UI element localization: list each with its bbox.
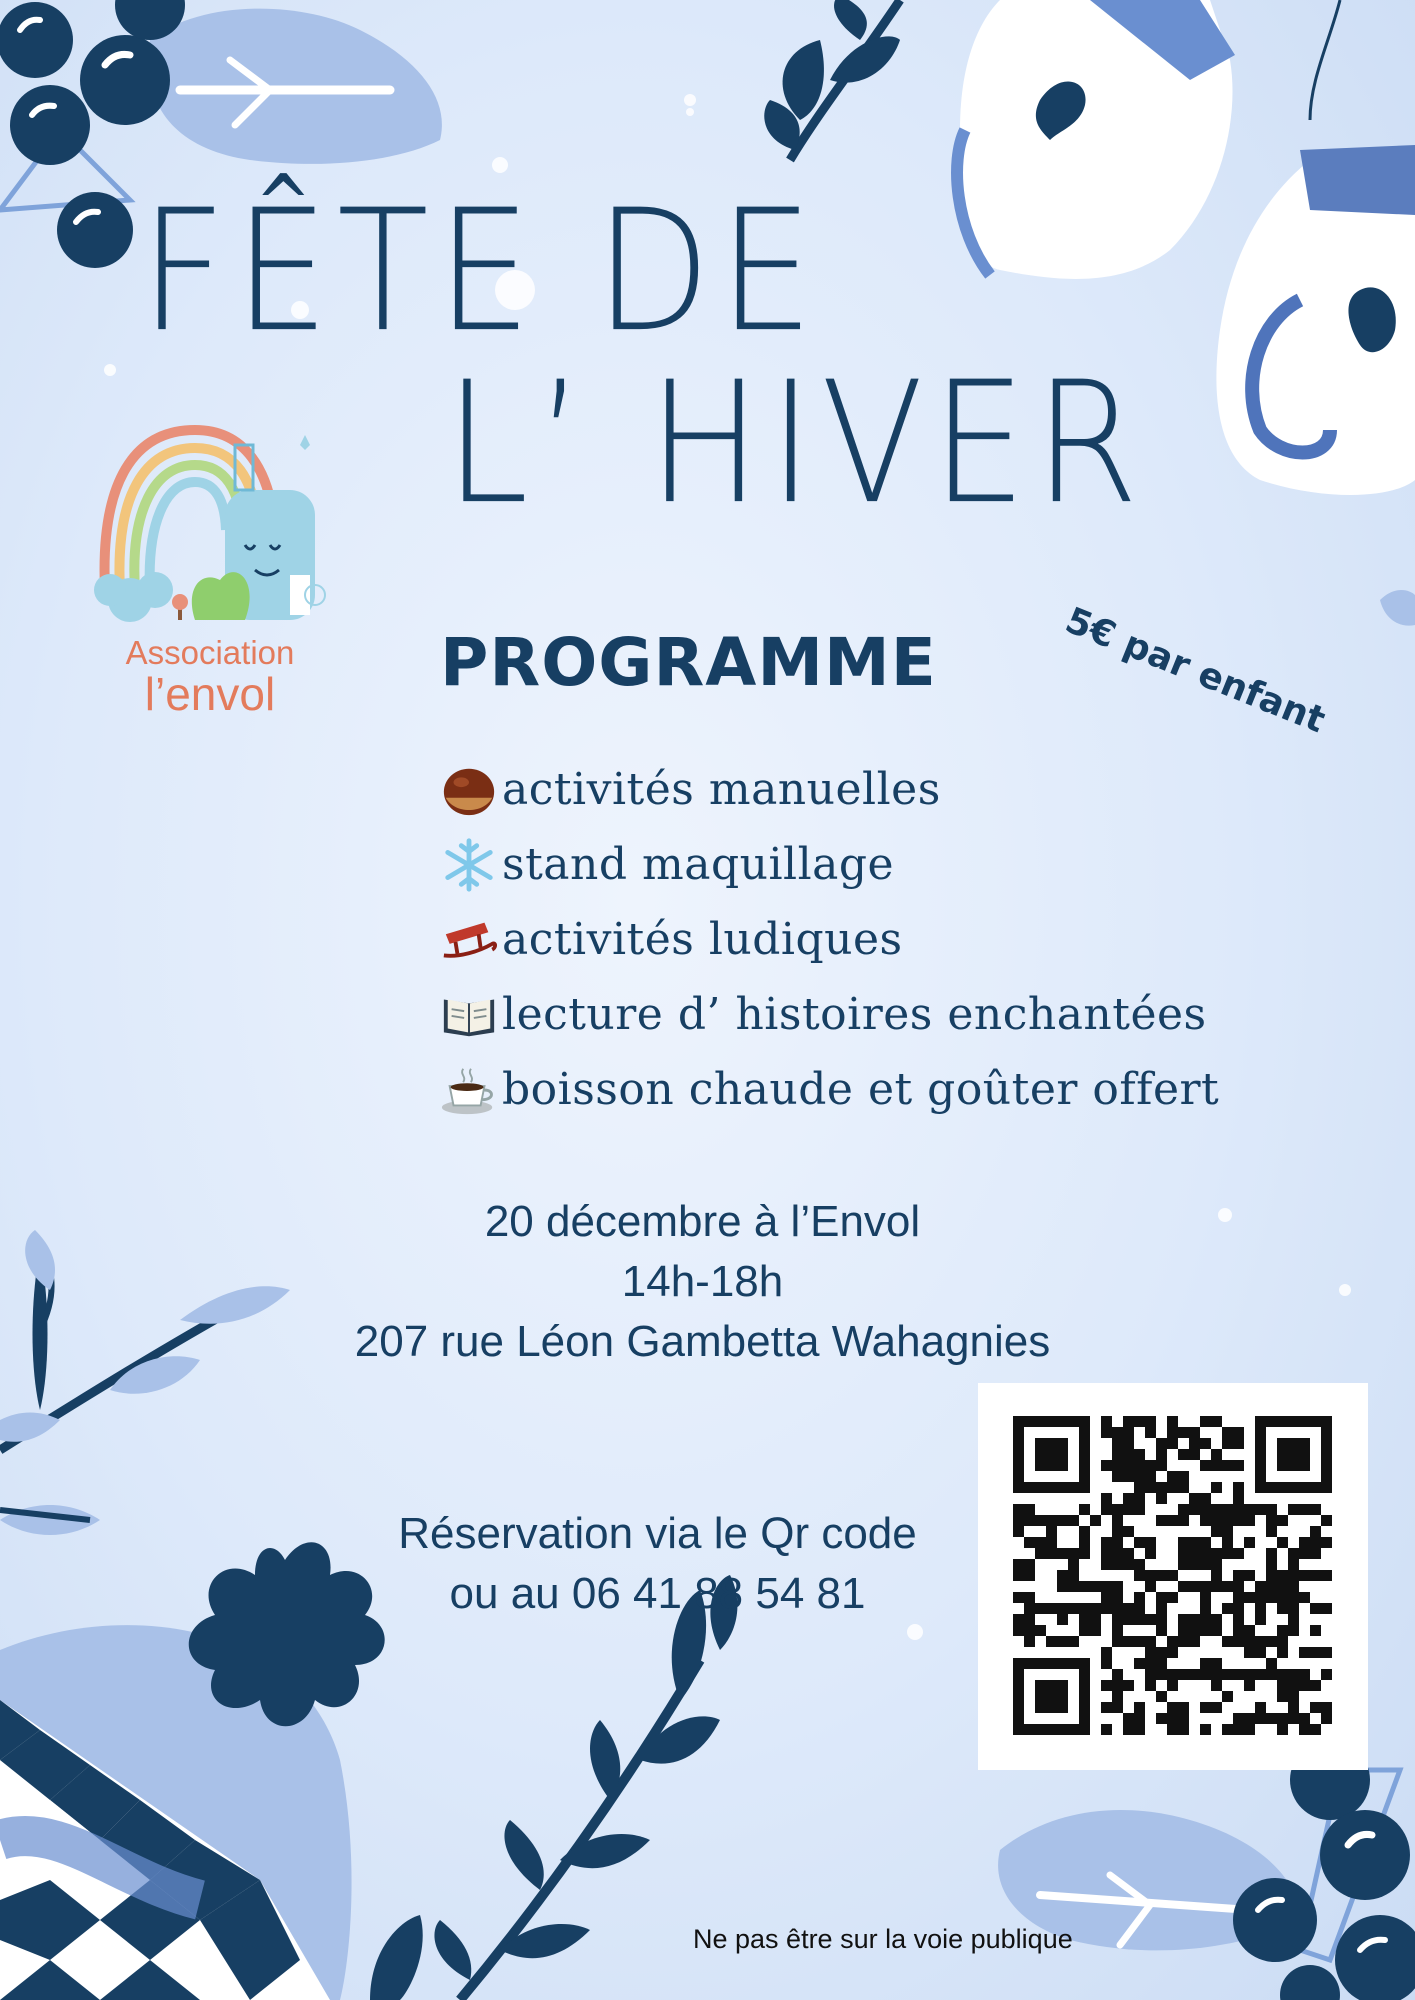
qr-code[interactable] bbox=[978, 1383, 1368, 1770]
event-time: 14h-18h bbox=[621, 1257, 784, 1306]
qr-code-pattern bbox=[978, 1383, 1368, 1770]
holly-bottom-right bbox=[998, 1740, 1415, 2000]
hot-drink-icon bbox=[440, 1061, 498, 1119]
event-address: 207 rue Léon Gambetta Wahagnies bbox=[354, 1317, 1051, 1366]
snowflake-icon bbox=[440, 836, 498, 894]
title-line-2: L’ HIVER bbox=[445, 346, 1147, 542]
beanie-hat bbox=[0, 1542, 385, 2000]
branch-top bbox=[764, 0, 900, 160]
list-item bbox=[440, 977, 1219, 1052]
programme-item-text: activités manuelles bbox=[502, 764, 941, 815]
reservation-line-2: ou au 06 41 88 54 81 bbox=[449, 1569, 866, 1618]
programme-item-text: lecture d’ histoires enchantées bbox=[502, 989, 1207, 1040]
programme-item-text: boisson chaude et goûter offert bbox=[502, 1064, 1220, 1115]
qr-finder bbox=[1019, 1422, 1085, 1488]
branch-bottom bbox=[370, 1575, 737, 2000]
chestnut-icon bbox=[440, 761, 498, 819]
open-book-icon bbox=[440, 986, 498, 1044]
association-logo bbox=[85, 420, 335, 720]
sled-icon bbox=[440, 911, 498, 969]
footer-note: Ne pas être sur la voie publique bbox=[693, 1924, 1073, 1954]
logo-illustration bbox=[85, 420, 335, 630]
branch-left bbox=[0, 1230, 290, 1535]
event-date: 20 décembre à l’Envol bbox=[484, 1197, 921, 1246]
qr-finder bbox=[1019, 1664, 1085, 1730]
list-item bbox=[440, 1052, 1219, 1127]
qr-finder bbox=[1261, 1422, 1327, 1488]
logo-text-association: Association bbox=[125, 634, 295, 671]
programme-item-text: activités ludiques bbox=[502, 914, 903, 965]
title-line-1: FÊTE DE bbox=[140, 174, 822, 370]
programme-item-text: stand maquillage bbox=[502, 839, 895, 890]
list-item bbox=[440, 752, 1219, 827]
programme-list bbox=[440, 752, 1219, 1127]
price-label: 5€ par enfant bbox=[1059, 600, 1331, 742]
logo-text-envol: l’envol bbox=[144, 668, 276, 720]
list-item bbox=[440, 827, 1219, 902]
reservation-line-1: Réservation via le Qr code bbox=[398, 1509, 917, 1558]
programme-heading: PROGRAMME bbox=[440, 624, 937, 701]
list-item bbox=[440, 902, 1219, 977]
